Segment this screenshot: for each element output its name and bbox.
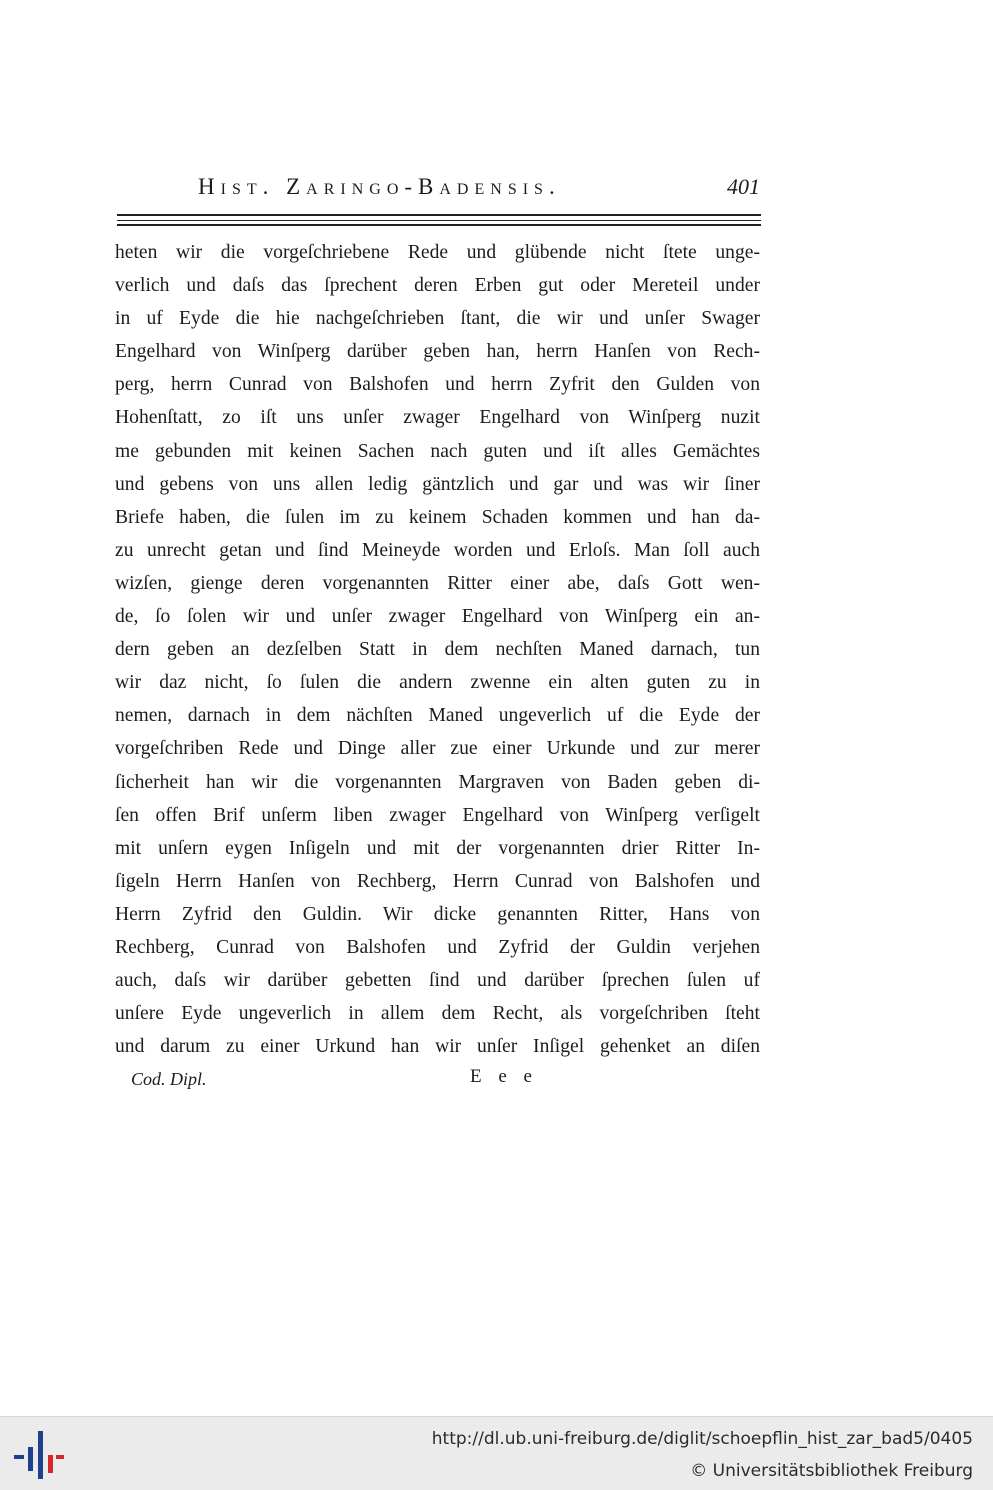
text-line: Rechberg, Cunrad von Balshofen und Zyfrid der Guldin verjehen xyxy=(115,936,760,958)
ub-freiburg-logo-icon xyxy=(14,1431,64,1479)
text-line: verlich und daſs das ſprechent deren Erben gut oder Mereteil under xyxy=(115,275,760,297)
text-line: und darum zu einer Urkund han wir unſer Inſigel gehenket an diſen xyxy=(115,1036,760,1058)
text-line: unſere Eyde ungeverlich in allem dem Recht, als vorgeſchriben ſteht xyxy=(115,1003,760,1025)
text-line: Briefe haben, die ſulen im zu keinem Schaden kommen und han da- xyxy=(115,506,760,528)
header-rule xyxy=(117,220,761,221)
text-line: perg, herrn Cunrad von Balshofen und herrn Zyfrit den Gulden von xyxy=(115,374,760,396)
text-line: auch, daſs wir darüber gebetten ſind und darüber ſprechen ſulen uf xyxy=(115,970,760,992)
running-head xyxy=(170,174,760,204)
text-line: de, ſo ſolen wir und unſer zwager Engelhard von Winſperg ein an- xyxy=(115,606,760,628)
permalink-url[interactable]: http://dl.ub.uni-freiburg.de/diglit/schoepflin_hist_zar_bad5/0405 xyxy=(431,1429,973,1449)
text-line: ſicherheit han wir die vorgenannten Margraven von Baden geben di- xyxy=(115,771,760,793)
header-rule xyxy=(117,214,761,216)
text-line: dern geben an dezſelben Statt in dem nechſten Maned darnach, tun xyxy=(115,639,760,661)
text-line: ſigeln Herrn Hanſen von Rechberg, Herrn Cunrad von Balshofen und xyxy=(115,870,760,892)
text-line: Hohenſtatt, zo iſt uns unſer zwager Engelhard von Winſperg nuzit xyxy=(115,407,760,429)
text-line: zu unrecht getan und ſind Meineyde worden und Erloſs. Man ſoll auch xyxy=(115,539,760,561)
copyright-notice: © Universitätsbibliothek Freiburg xyxy=(690,1461,973,1481)
text-line: me gebunden mit keinen Sachen nach guten und iſt alles Gemächtes xyxy=(115,440,760,462)
footer-banner xyxy=(0,1416,993,1490)
text-line: nemen, darnach in dem nächſten Maned ungeverlich uf die Eyde der xyxy=(115,705,760,727)
header-rule xyxy=(117,224,761,226)
text-line: und gebens von uns allen ledig gäntzlich und gar und was wir ſiner xyxy=(115,473,760,495)
text-line: Herrn Zyfrid den Guldin. Wir dicke genannten Ritter, Hans von xyxy=(115,903,760,925)
text-line: vorgeſchriben Rede und Dinge aller zue einer Urkunde und zur merer xyxy=(115,738,760,760)
body-text xyxy=(115,236,760,1063)
catchword: E e e xyxy=(470,1066,538,1087)
running-title: Hist. Zaringo-Badensis. xyxy=(198,174,561,199)
text-line: wizſen, gienge deren vorgenannten Ritter einer abe, daſs Gott wen- xyxy=(115,572,760,594)
text-line: Engelhard von Winſperg darüber geben han, herrn Hanſen von Rech- xyxy=(115,341,760,363)
text-line: wir daz nicht, ſo ſulen die andern zwenne ein alten guten zu in xyxy=(115,672,760,694)
text-line: mit unſern eygen Inſigeln und mit der vorgenannten drier Ritter In- xyxy=(115,837,760,859)
text-line: in uf Eyde die hie nachgeſchrieben ſtant, die wir und unſer Swager xyxy=(115,308,760,330)
text-line: heten wir die vorgeſchriebene Rede und glübende nicht ſtete unge- xyxy=(115,242,760,263)
signature-mark: Cod. Dipl. xyxy=(131,1069,207,1089)
page-number: 401 xyxy=(727,174,760,199)
text-line: ſen offen Brif unſerm liben zwager Engelhard von Winſperg verſigelt xyxy=(115,804,760,826)
